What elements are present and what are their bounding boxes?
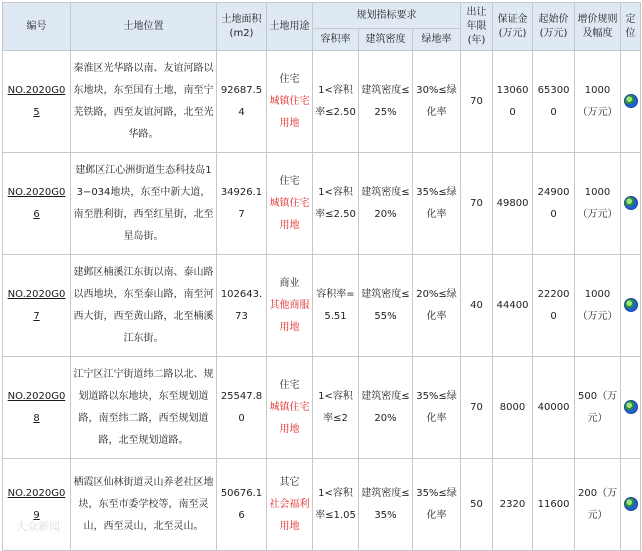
land-use-cell [267, 459, 313, 551]
density-cell: 建筑密度≤55% [359, 255, 413, 357]
start-price-cell: 40000 [533, 357, 575, 459]
header-area: 土地面积 (m2) [217, 3, 267, 51]
start-price-cell: 653000 [533, 51, 575, 153]
locate-cell [621, 153, 641, 255]
header-planning: 规划指标要求 [313, 3, 461, 29]
start-price-cell: 11600 [533, 459, 575, 551]
deposit-cell: 2320 [493, 459, 533, 551]
header-location: 土地位置 [71, 3, 217, 51]
plot-ratio-cell: 1<容积率≤1.05 [313, 459, 359, 551]
land-auction-table [2, 2, 641, 551]
increment-cell: 500（万元） [575, 357, 621, 459]
parcel-code-cell [3, 51, 71, 153]
land-use-cell [267, 153, 313, 255]
plot-ratio-cell: 1<容积率≤2 [313, 357, 359, 459]
parcel-code-link[interactable]: NO.2020G08 [7, 390, 66, 424]
header-row [3, 3, 641, 29]
term-cell: 40 [461, 255, 493, 357]
green-cell: 20%≤绿化率 [413, 255, 461, 357]
parcel-code-link[interactable]: NO.2020G09 [7, 487, 66, 521]
term-cell: 50 [461, 459, 493, 551]
globe-icon[interactable] [624, 400, 638, 414]
parcel-code-link[interactable]: NO.2020G06 [7, 186, 66, 220]
land-use-detail: 其他商服用地 [269, 299, 310, 333]
land-use-type: 商业 [279, 277, 300, 289]
term-cell: 70 [461, 153, 493, 255]
locate-cell [621, 255, 641, 357]
start-price-cell: 249000 [533, 153, 575, 255]
plot-ratio-cell: 1<容积率≤2.50 [313, 51, 359, 153]
term-cell: 70 [461, 357, 493, 459]
header-locate: 定 位 [621, 3, 641, 51]
increment-cell: 200（万元） [575, 459, 621, 551]
land-use-detail: 城镇住宅用地 [269, 197, 310, 231]
green-cell: 35%≤绿化率 [413, 357, 461, 459]
increment-cell: 1000（万元） [575, 255, 621, 357]
deposit-cell: 130600 [493, 51, 533, 153]
location-cell: 栖霞区仙林街道灵山养老社区地块，东至市委学校等，南至灵山，西至灵山，北至灵山。 [71, 459, 217, 551]
land-use-cell [267, 255, 313, 357]
watermark: 大众新闻 [16, 520, 60, 533]
header-density: 建筑密度 [359, 29, 413, 51]
green-cell: 35%≤绿化率 [413, 459, 461, 551]
deposit-cell: 8000 [493, 357, 533, 459]
header-start-price: 起始价 (万元) [533, 3, 575, 51]
green-cell: 30%≤绿化率 [413, 51, 461, 153]
plot-ratio-cell: 容积率=5.51 [313, 255, 359, 357]
green-cell: 35%≤绿化率 [413, 153, 461, 255]
land-use-cell [267, 51, 313, 153]
area-cell: 50676.16 [217, 459, 267, 551]
deposit-cell: 44400 [493, 255, 533, 357]
table-row [3, 357, 641, 459]
parcel-code-link[interactable]: NO.2020G05 [7, 84, 66, 118]
land-use-detail: 城镇住宅用地 [269, 95, 310, 129]
header-deposit: 保证金 (万元) [493, 3, 533, 51]
table-row [3, 153, 641, 255]
land-use-type: 其它 [279, 476, 300, 488]
area-cell: 25547.80 [217, 357, 267, 459]
locate-cell [621, 357, 641, 459]
land-use-type: 住宅 [279, 175, 300, 187]
location-cell: 秦淮区光华路以南、友谊河路以东地块，东至国有土地，南至宁芜铁路，西至友谊河路，北至光华路。 [71, 51, 217, 153]
globe-icon[interactable] [624, 497, 638, 511]
table-row [3, 459, 641, 551]
deposit-cell: 49800 [493, 153, 533, 255]
start-price-cell: 222000 [533, 255, 575, 357]
land-use-cell [267, 357, 313, 459]
header-plot-ratio: 容积率 [313, 29, 359, 51]
area-cell: 102643.73 [217, 255, 267, 357]
table-row [3, 255, 641, 357]
globe-icon[interactable] [624, 196, 638, 210]
term-cell: 70 [461, 51, 493, 153]
plot-ratio-cell: 1<容积率≤2.50 [313, 153, 359, 255]
globe-icon[interactable] [624, 94, 638, 108]
parcel-code-cell [3, 153, 71, 255]
table-row [3, 51, 641, 153]
header-green: 绿地率 [413, 29, 461, 51]
density-cell: 建筑密度≤20% [359, 357, 413, 459]
area-cell: 34926.17 [217, 153, 267, 255]
locate-cell [621, 51, 641, 153]
land-use-detail: 社会福利用地 [269, 498, 310, 532]
density-cell: 建筑密度≤25% [359, 51, 413, 153]
parcel-code-link[interactable]: NO.2020G07 [7, 288, 66, 322]
location-cell: 江宁区江宁街道纬二路以北、规划道路以东地块，东至规划道路，南至纬二路，西至规划道路，北至规划道路。 [71, 357, 217, 459]
density-cell: 建筑密度≤20% [359, 153, 413, 255]
land-use-type: 住宅 [279, 73, 300, 85]
density-cell: 建筑密度≤35% [359, 459, 413, 551]
header-increment: 增价规则 及幅度 [575, 3, 621, 51]
locate-cell [621, 459, 641, 551]
header-term: 出让 年限 (年) [461, 3, 493, 51]
location-cell: 建邺区楠溪江东街以南、泰山路以西地块，东至泰山路，南至河西大街，西至黄山路，北至楠溪江东街。 [71, 255, 217, 357]
increment-cell: 1000（万元） [575, 51, 621, 153]
area-cell: 92687.54 [217, 51, 267, 153]
parcel-code-cell [3, 357, 71, 459]
globe-icon[interactable] [624, 298, 638, 312]
land-use-type: 住宅 [279, 379, 300, 391]
header-code: 编号 [3, 3, 71, 51]
parcel-code-cell [3, 255, 71, 357]
location-cell: 建邺区江心洲街道生态科技岛13−034地块，东至中新大道，南至胜利街，西至红星街，北至星岛街。 [71, 153, 217, 255]
increment-cell: 1000（万元） [575, 153, 621, 255]
parcel-code-cell [3, 459, 71, 551]
land-use-detail: 城镇住宅用地 [269, 401, 310, 435]
header-use: 土地用途 [267, 3, 313, 51]
